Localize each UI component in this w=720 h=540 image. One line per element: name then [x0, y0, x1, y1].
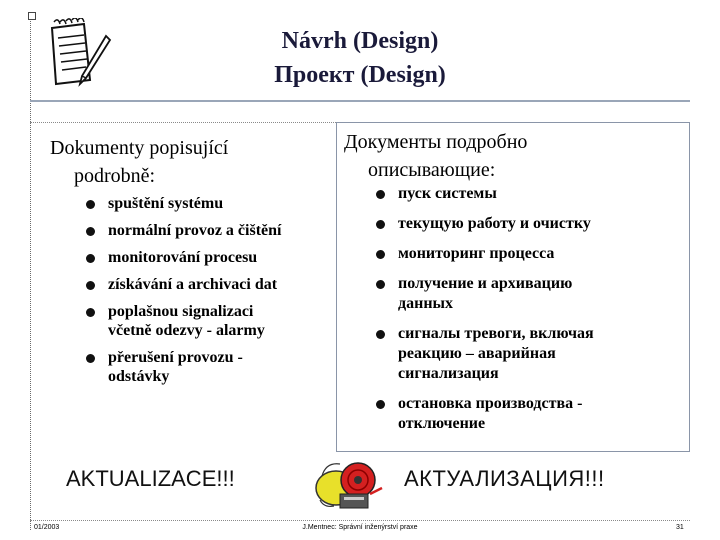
bullet-icon: [86, 308, 95, 317]
bullet-icon: [376, 330, 385, 339]
list-item: пуск системы: [374, 184, 680, 204]
bullet-icon: [376, 220, 385, 229]
list-item: текущую работу и очистку: [374, 214, 680, 234]
list-item: мониторинг процесса: [374, 244, 680, 264]
bullet-icon: [376, 250, 385, 259]
alarm-bell-icon: [310, 456, 384, 512]
bullet-icon: [86, 200, 95, 209]
list-item: сигналы тревоги, включая реакцию – аварийная сигнализация: [374, 324, 680, 384]
footer-date: 01/2003: [34, 524, 60, 531]
bullet-icon: [86, 227, 95, 236]
list-item: normální provoz a čištění: [84, 221, 334, 240]
page-number: 31: [676, 524, 684, 531]
bullet-icon: [376, 400, 385, 409]
right-heading-line1: Документы подробно: [344, 131, 528, 153]
title-divider: [30, 100, 690, 102]
russian-list: [374, 184, 680, 434]
bullet-icon: [86, 254, 95, 263]
bullet-icon: [86, 354, 95, 363]
left-heading-line1: Dokumenty popisující: [50, 137, 229, 159]
page-title: Návrh (Design): [281, 28, 439, 54]
list-item: monitorování procesu: [84, 248, 334, 267]
footer-line: [30, 520, 690, 521]
list-item: spuštění systému: [84, 194, 334, 213]
right-heading: [344, 128, 527, 184]
list-item: přerušení provozu - odstávky: [84, 348, 334, 386]
list-item: získávání a archivaci dat: [84, 275, 334, 294]
right-heading-line2: описывающие:: [368, 159, 496, 181]
bullet-icon: [86, 281, 95, 290]
page-title-ru: Проект (Design): [274, 62, 446, 88]
update-text-cz: AKTUALIZACE!!!: [66, 466, 235, 491]
bullet-icon: [376, 190, 385, 199]
left-margin-line: [30, 14, 31, 530]
czech-list: [84, 194, 334, 394]
list-item: poplašnou signalizaci včetně odezvy - alarmy: [84, 302, 334, 340]
update-text-ru: АКТУАЛИЗАЦИЯ!!!: [404, 466, 605, 491]
footer-author: J.Mentnec: Správní inženýrství praxe: [302, 524, 418, 531]
corner-marker: [28, 12, 36, 20]
left-heading-line2: podrobně:: [74, 165, 156, 187]
bullet-icon: [376, 280, 385, 289]
left-heading: [50, 134, 228, 190]
list-item: остановка производства - отключение: [374, 394, 680, 434]
list-item: получение и архивацию данных: [374, 274, 680, 314]
